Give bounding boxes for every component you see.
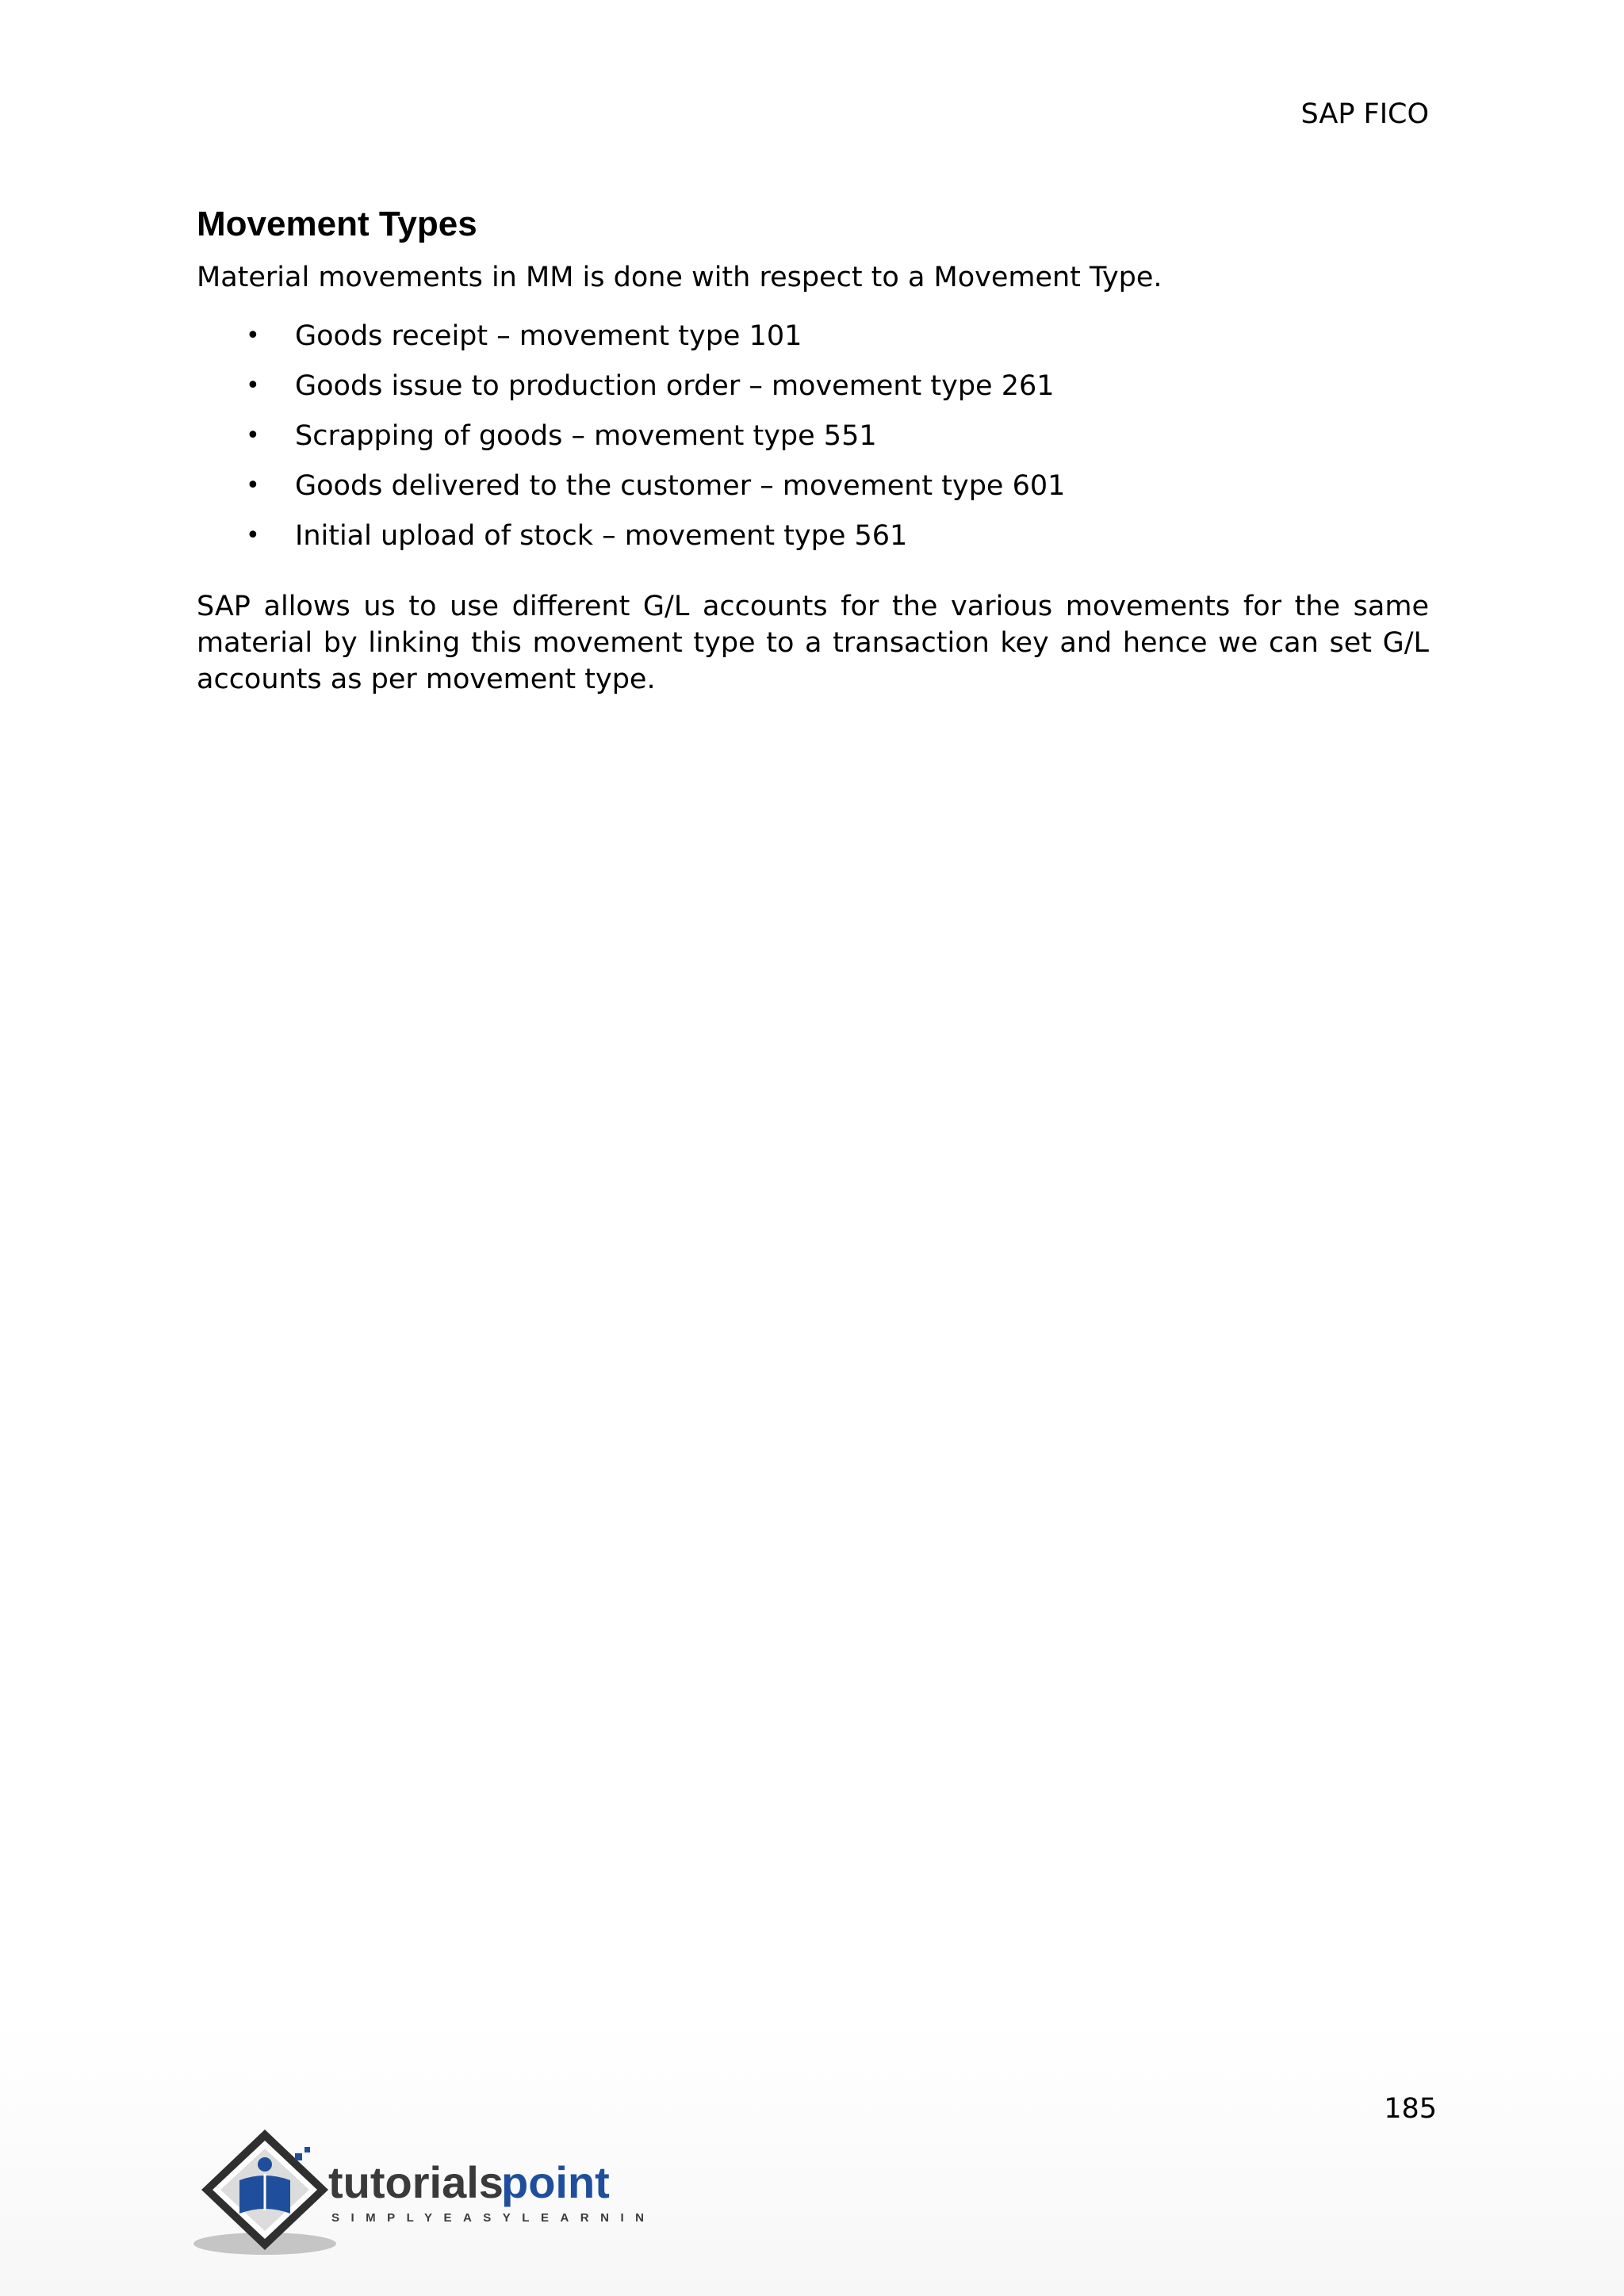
bullet-icon: • — [246, 472, 260, 499]
logo-emblem-icon — [201, 2130, 328, 2250]
bullet-icon: • — [246, 322, 260, 350]
list-item — [197, 469, 1065, 519]
list-item — [197, 519, 1065, 568]
logo-brand-text-2: point — [501, 2157, 610, 2207]
logo-tagline: SIMPLYEASYLEARNING — [331, 2211, 653, 2225]
list-item — [197, 369, 1065, 419]
movement-type-list — [197, 319, 1065, 568]
body-paragraph: SAP allows us to use different G/L accounts for the various movements for the same material by linking this movement type to a transaction key and hence we can set G/L accounts as per movement type. — [197, 591, 1429, 695]
page-number: 185 — [1384, 2093, 1437, 2125]
list-item-text: Initial upload of stock – movement type 561 — [295, 520, 908, 552]
running-header: SAP FICO — [1300, 98, 1429, 130]
list-item-text: Scrapping of goods – movement type 551 — [295, 420, 877, 452]
section-heading: Movement Types — [197, 205, 477, 243]
tutorialspoint-logo — [193, 2125, 653, 2260]
list-item-text: Goods receipt – movement type 101 — [295, 320, 802, 352]
logo-brand-text-1: tutorials — [328, 2157, 504, 2207]
list-item-text: Goods issue to production order – movement type 261 — [295, 370, 1055, 402]
intro-paragraph: Material movements in MM is done with respect to a Movement Type. — [197, 262, 1162, 293]
list-item — [197, 419, 1065, 469]
list-item — [197, 319, 1065, 369]
bullet-icon: • — [246, 522, 260, 549]
bullet-icon: • — [246, 422, 260, 450]
list-item-text: Goods delivered to the customer – movement type 601 — [295, 470, 1066, 502]
bullet-icon: • — [246, 372, 260, 400]
